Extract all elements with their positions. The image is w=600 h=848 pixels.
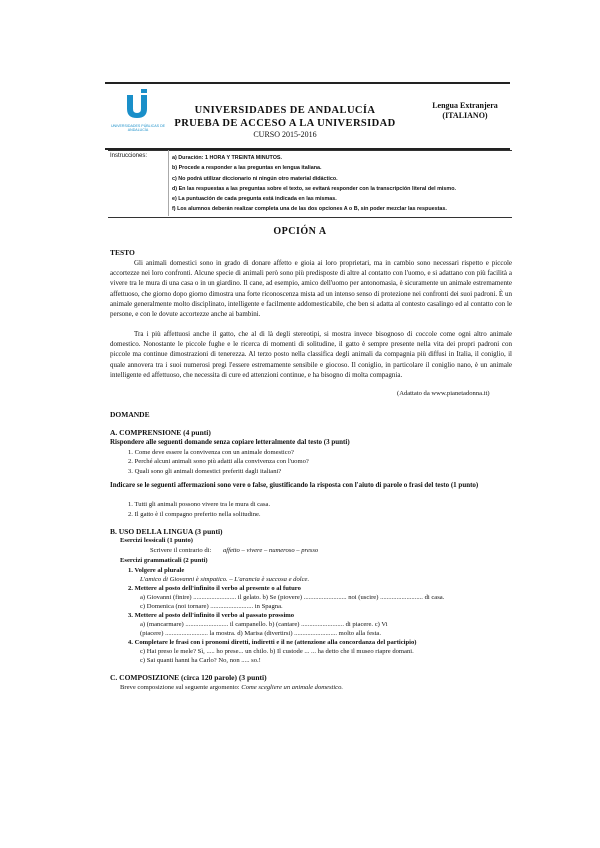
grammar-4-title: 4. Completare le frasi con i pronomi diretti, indiretti e il ne (attenzione alla concordanza del participio) <box>128 639 417 646</box>
testo-heading: TESTO <box>110 248 135 257</box>
true-false-2: 2. Il gatto è il compagno preferito nella solitudine. <box>128 511 261 518</box>
university-logo-icon <box>122 89 152 121</box>
composition-prefix: Breve composizione sul seguente argomento: <box>120 684 240 691</box>
domande-heading: DOMANDE <box>110 410 150 419</box>
header-rule-top <box>105 82 510 84</box>
grammar-2-line-2: c) Domenica (noi tornare) .......................... in Spagna. <box>140 603 283 610</box>
subject-line-2: (ITALIANO) <box>442 111 488 120</box>
section-b-title: B. USO DELLA LINGUA (3 punti) <box>110 527 223 536</box>
instructions-divider <box>168 150 169 216</box>
option-title: OPCIÓN A <box>273 226 327 237</box>
instructions-list <box>172 153 512 215</box>
grammar-exercises-title: Esercizi grammaticali (2 punti) <box>120 557 208 564</box>
grammar-1-text: L'amico di Giovanni è simpatico. – L'arancia è succosa e dolce. <box>140 576 310 583</box>
true-false-1: 1. Tutti gli animali possono vivere tra le mura di casa. <box>128 501 271 508</box>
lexical-words: affetto – vivere – numeroso – presso <box>223 547 319 554</box>
question-1: 1. Come deve essere la convivenza con un animale domestico? <box>128 449 294 456</box>
university-line-2: PRUEBA DE ACCESO A LA UNIVERSIDAD <box>174 118 396 129</box>
instruction-item: d) En las respuestas a las preguntas sobre el texto, se evitará responder con la transcripción literal del mismo. <box>172 185 457 192</box>
grammar-3-line-2: (piacere) .......................... la mostra. d) Marisa (divertirsi) .......................... molto alla festa. <box>140 630 381 637</box>
testo-source: (Adattato da www.pianetadonna.it) <box>397 390 490 397</box>
grammar-4-line-2: c) Sai quanti hanni ha Carlo? No, non ..... so.! <box>140 657 261 664</box>
lexical-task <box>150 546 318 555</box>
course-year: CURSO 2015-2016 <box>253 130 317 139</box>
section-a-instruction-2: Indicare se le seguenti affermazioni sono vere o false, giustificando la risposta con l'aiuto di parole o frasi del testo (1 punto) <box>110 481 479 489</box>
grammar-3-title: 3. Mettere al posto dell'infinito il verbo al passato prossimo <box>128 612 295 619</box>
instruction-item: c) No podrá utilizar diccionario ni ningún otro material didáctico. <box>172 175 338 182</box>
grammar-2-line-1: a) Giovanni (finire) .......................... il gelato. b) Se (piovere) .......................... noi (uscire) .......................... di casa. <box>140 594 445 601</box>
composition-task <box>120 683 343 692</box>
question-3: 3. Quali sono gli animali domestici preferiti dagli italiani? <box>128 468 282 475</box>
grammar-3-line-1: a) (mancarmare) .......................... il campanello. b) (cantare) .......................... di piacere. c) Vi <box>140 621 388 628</box>
section-a-instruction-1: Rispondere alle seguenti domande senza copiare letteralmente dal testo (3 punti) <box>110 438 350 446</box>
instruction-item: e) La puntuación de cada pregunta está indicada en las mismas. <box>172 196 337 203</box>
composition-topic: Come scegliere un animale domestico. <box>241 684 344 691</box>
section-a-title: A. COMPRENSIONE (4 punti) <box>110 428 211 437</box>
grammar-4-line-1: c) Hai preso le mele? Sì, ..... ho prese... un chilo. b) Il custode ... ... ha detto che il museo riapre domani. <box>140 648 414 655</box>
instruction-item: b) Procede a responder a las preguntas en lengua italiana. <box>172 165 322 172</box>
instruction-item: f) Los alumnos deberán realizar completa una de las dos opciones A o B, sin poder mezclar las respuestas. <box>172 206 447 213</box>
testo-paragraph-2: Tra i più affettuosi anche il gatto, che al di là degli stereotipi, si mostra invece bisognoso di coccole come ogni altro animale domestico. Nonostante le piccole fughe e le ricerca di momenti di solitudine, il gatto è sempre presente nella vita dei propri padroni con piccole ma continue dimostrazioni di tenerezza. Al terzo posto nella classifica degli animali da compagnia più diffusi in Italia, il coniglio, il quale annovera tra i suoi numerosi pregi l'essere estremamente sensibile e giocoso. Il coniglio, in particolare il coniglio nano, è un animale intelligente ed affettuoso, che necessita di cure ed attenzioni continue, e ha bisogno di molta compagnia. <box>110 330 512 379</box>
subject-title <box>400 101 530 121</box>
lexical-task-label: Scrivere il contrario di: <box>150 547 212 554</box>
university-logo <box>108 89 168 139</box>
subject-line-1: Lengua Extranjera <box>432 101 498 110</box>
question-2: 2. Perché alcuni animali sono più adatti alla convivenza con l'uomo? <box>128 458 309 465</box>
testo-paragraph-1: Gli animali domestici sono in grado di donare affetto e gioia ai loro proprietari, ma in cambio sono necessari rispetto e piccole accortezze nei loro confronti. Alcune specie di animali però sono più predisposte di altre al contatto con l'uomo, e si adattano con più facilità a vivere tra le mura di una casa o in un giardino. Il cane, ad esempio, amico dell'uomo per antonomasia, è sicuramente un animale estremamente affettuoso, che giorno dopo giorno dimostra una forte riconoscenza mista ad un intenso senso di protezione nei confronti dei suoi padroni. È un animale generalmente molto disciplinato, intelligente e facilmente addomesticabile, che ben si adatta al contesto casalingo ed al contatto con le persone, e con le dovute accortezze anche ai bambini. <box>110 259 512 319</box>
grammar-2-title: 2. Mettere al posto dell'infinito il verbo al presente o al futuro <box>128 585 301 592</box>
university-line-1: UNIVERSIDADES DE ANDALUCÍA <box>194 105 376 116</box>
lexical-exercises-title: Esercizi lessicali (1 punto) <box>120 537 193 544</box>
grammar-1-title: 1. Volgere al plurale <box>128 567 185 574</box>
university-title <box>160 104 410 130</box>
logo-caption: UNIVERSIDADES PÚBLICAS DE ANDALUCÍA <box>110 124 166 133</box>
section-c-title: C. COMPOSIZIONE (circa 120 parole) (3 punti) <box>110 673 267 682</box>
instruction-item: a) Duración: 1 HORA Y TREINTA MINUTOS. <box>172 155 283 161</box>
instructions-label: Instrucciones: <box>110 153 148 159</box>
